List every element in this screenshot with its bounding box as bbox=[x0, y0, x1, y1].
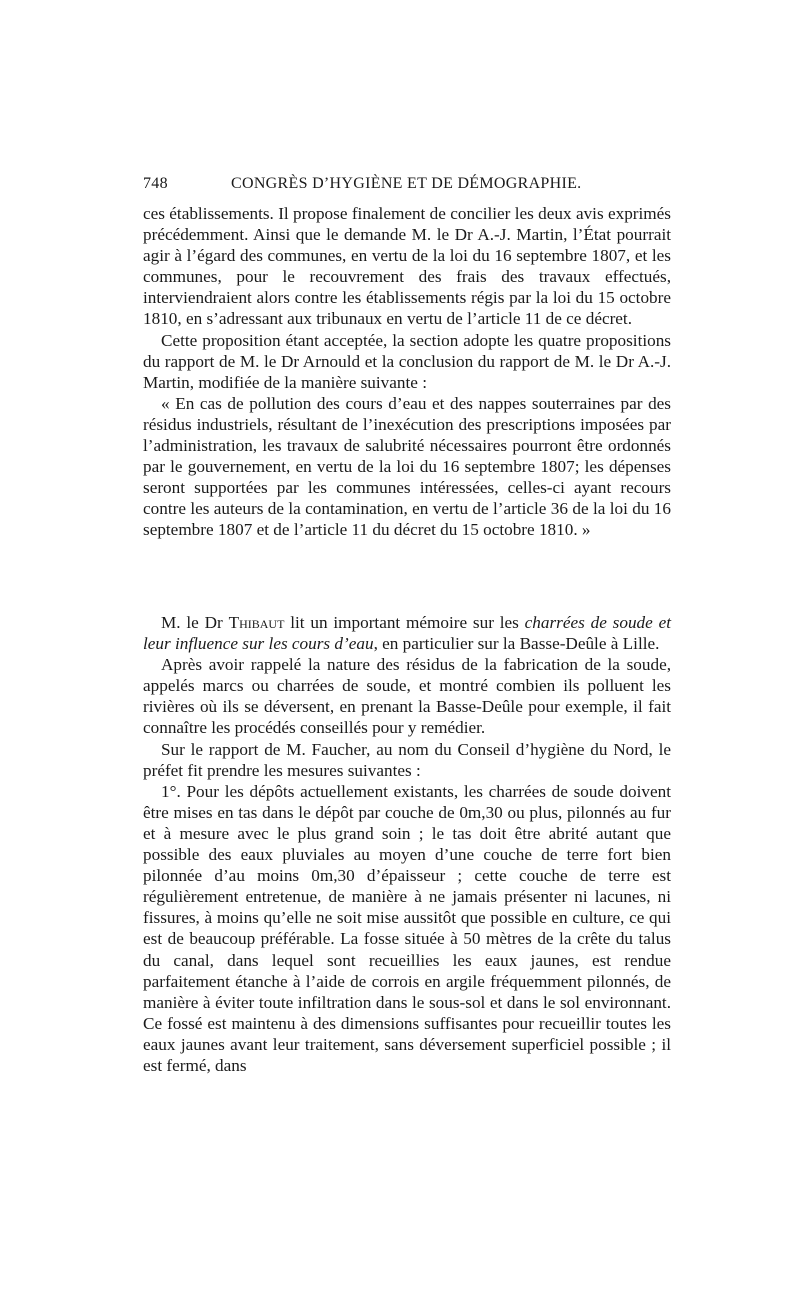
running-title: CONGRÈS D’HYGIÈNE ET DE DÉMOGRAPHIE. bbox=[231, 175, 582, 192]
quoted-resolution: « En cas de pollution des cours d’eau et des nappes souterraines par des résidus industriels, résultant de l’inexécution des prescriptions imposées par l’administration, les travaux de salubrité nécessaires pourront être ordonnés par le gouvernement, en vertu de la loi du 16 septembre 1807; les dépenses seront supportées par les communes intéressées, celles-ci ayant recours contre les auteurs de la contamination, en vertu de l’article 36 de la loi du 16 septembre 1807 et de l’article 11 du décret du 15 octobre 1810. » bbox=[143, 393, 671, 540]
paragraph-proposition: Cette proposition étant acceptée, la section adopte les quatre propositions du rapport de M. le Dr Arnould et la conclusion du rapport de M. le Dr A.-J. Martin, modifiée de la manière suivante : bbox=[143, 330, 671, 392]
paragraph-prefect-measures: Sur le rapport de M. Faucher, au nom du Conseil d’hygiène du Nord, le préfet fit prendre les mesures suivantes : bbox=[143, 739, 671, 780]
paragraph-thibaut-memoir bbox=[143, 612, 671, 654]
paragraph-continuation: ces établissements. Il propose finalement de concilier les deux avis exprimés précédemment. Ainsi que le demande M. le Dr A.-J. Martin, l’État pourrait agir à l’égard des communes, en vertu de la loi du 16 septembre 1807, et les communes, pour le recouvrement des frais des travaux effectués, interviendraient alors contre les établissements régis par la loi du 15 octobre 1810, en s’adressant aux tribunaux en vertu de l’article 11 de ce décret. bbox=[143, 204, 671, 329]
paragraph-measure-1: 1°. Pour les dépôts actuellement existants, les charrées de soude doivent être mises en tas dans le dépôt par couche de 0m,30 ou plus, pilonnés au fur et à mesure avec le plus grand soin ; le tas doit être abrité autant que possible des eaux pluviales au moyen d’une couche de terre fort bien pilonnée d’au moins 0m,30 d’épaisseur ; cette couche de terre est régulièrement entretenue, de manière à ne jamais présenter ni lacunes, ni fissures, à moins qu’elle ne soit mise aussitôt que possible en culture, ce qui est de beaucoup préférable. La fosse située à 50 mètres de la crête du talus du canal, dans lequel sont recueillies les eaux jaunes, est rendue parfaitement étanche à l’aide de corrois en argile fréquemment pilonnés, de manière à éviter toute infiltration dans le sous-sol et dans le sol environnant. Ce fossé est maintenu à des dimensions suffisantes pour recueillir toutes les eaux jaunes avant leur traitement, sans déversement superficiel possible ; il est fermé, dans bbox=[143, 781, 671, 1075]
page-number: 748 bbox=[143, 175, 168, 192]
memoir-intro: M. le Dr bbox=[161, 613, 229, 632]
memoir-verb: lit un important mémoire sur les bbox=[284, 613, 525, 632]
text-block-lower bbox=[143, 612, 671, 1076]
memoir-location: , en particulier sur la Basse-Deûle à Lille. bbox=[373, 634, 660, 654]
text-block-upper bbox=[143, 203, 671, 541]
author-name: Thibaut bbox=[228, 613, 285, 632]
paragraph-residues: Après avoir rappelé la nature des résidus de la fabrication de la soude, appelés marcs ou charrées de soude, et montré combien ils polluent les rivières où ils se déversent, en prenant la Basse-Deûle pour exemple, il fait connaître les procédés conseillés pour y remédier. bbox=[143, 655, 671, 738]
memoir-title: charrées de soude et leur influence sur les cours d’eau bbox=[143, 613, 671, 654]
